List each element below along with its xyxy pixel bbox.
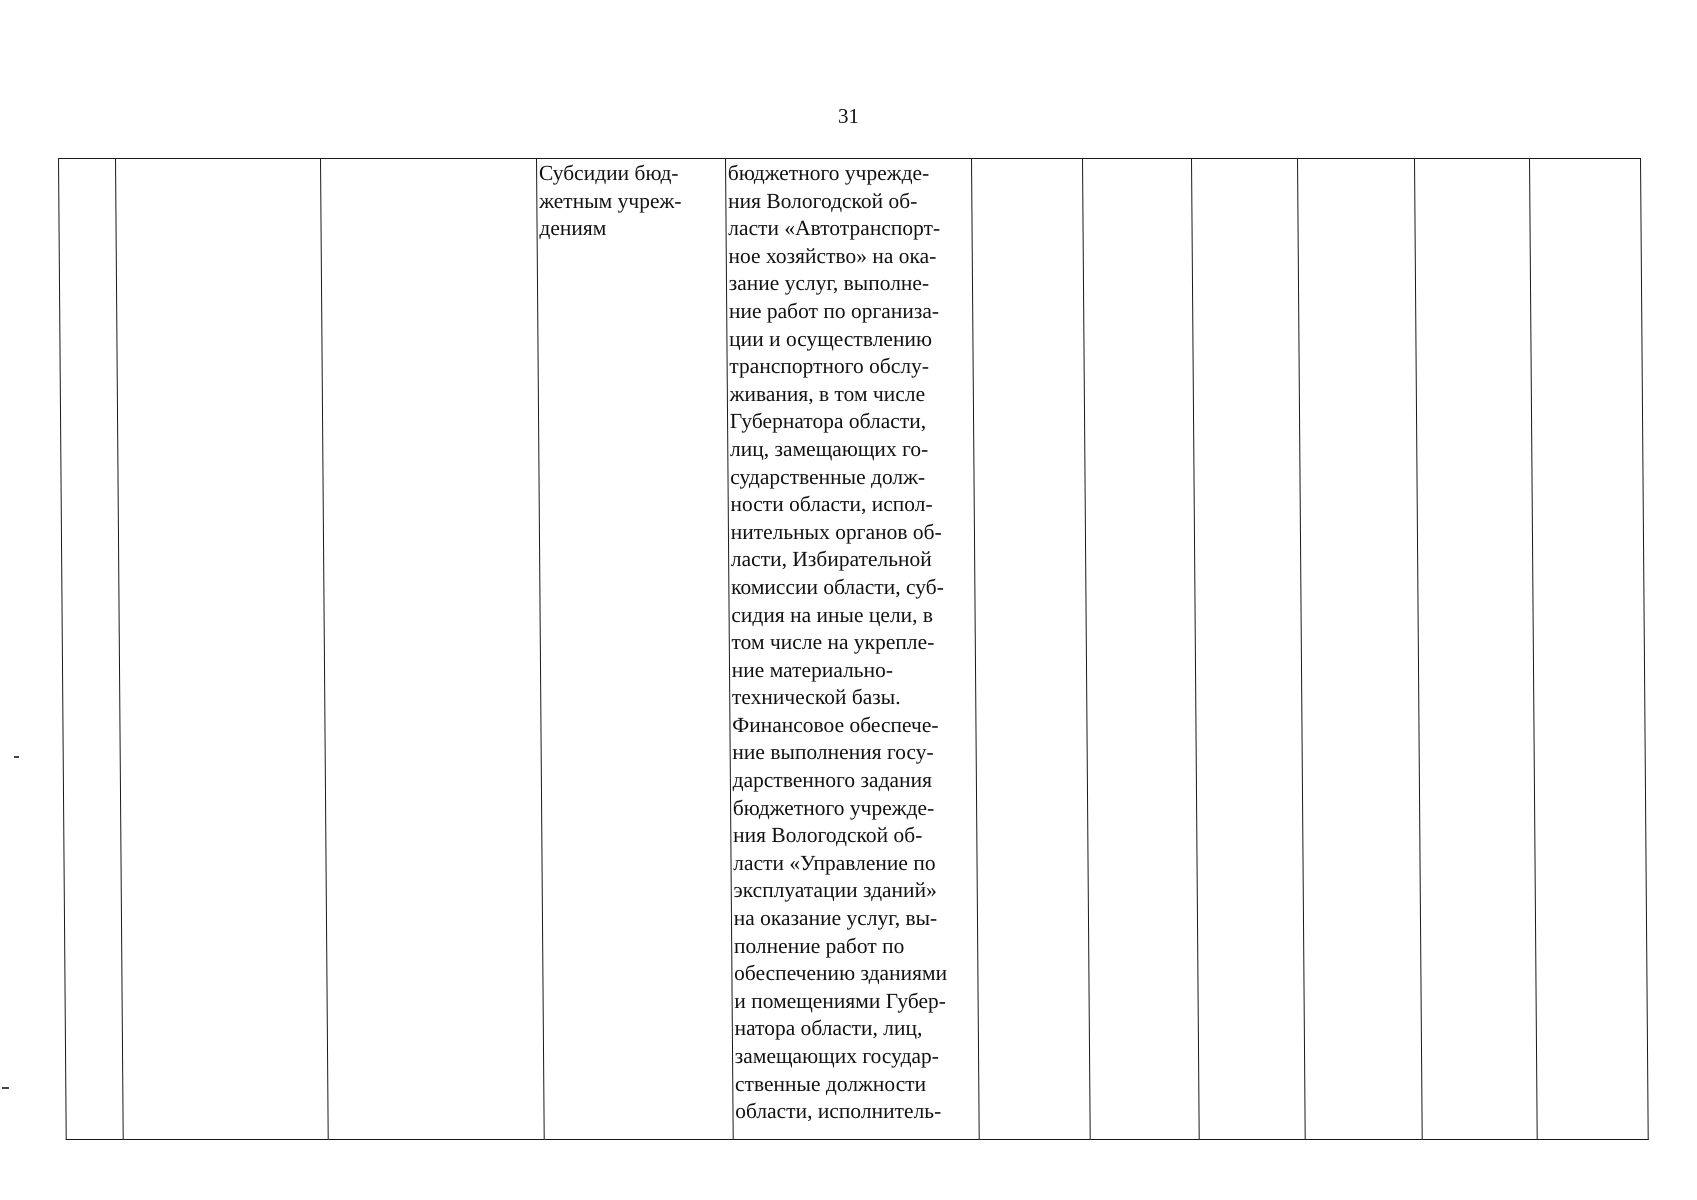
table-cell-col4 [536,159,733,1140]
text-line: ния Вологодской об- [732,823,923,848]
text-line: ласти, Избирательной [730,547,932,572]
table-cell-col9 [1298,159,1422,1140]
text-line: ции и осуществлению [729,326,933,351]
text-line: Финансовое обеспече- [732,712,939,737]
text-line: бюджетного учрежде- [732,795,935,820]
text-line: области, исполнитель- [735,1099,942,1124]
table-cell-col8 [1192,159,1306,1140]
subsidy-type-text [537,159,726,243]
text-line: полнение работ по [733,933,905,958]
table-cell-col11 [1529,159,1648,1140]
table-cell-col1 [59,159,123,1140]
text-line: ния Вологодской об- [727,188,918,213]
table-cell-col6 [972,159,1091,1140]
text-line: ние работ по организа- [728,298,940,323]
text-line: ние материально- [731,657,894,682]
table-cell-col2 [115,159,328,1140]
text-line: Субсидии бюд- [538,161,679,185]
text-line: транспортного обслу- [729,354,930,379]
text-line: жетным учреж- [539,188,682,213]
text-line: ное хозяйство» на ока- [728,243,937,268]
text-line: дарственного задания [732,768,933,793]
text-line: технической базы. [731,685,901,710]
budget-table [58,158,1649,1140]
text-line: эксплуатации зданий» [733,878,937,903]
text-line: обеспечению зданиями [734,961,948,986]
text-line: ласти «Автотранспорт- [728,216,941,241]
text-line: ние выполнения госу- [732,740,934,765]
text-line: живания, в том числе [729,381,926,406]
text-line: ности области, испол- [730,492,933,517]
text-line: зание услуг, выполне- [728,271,930,296]
page-number: 31 [838,104,859,128]
text-line: нительных органов об- [730,519,942,544]
text-line: и помещениями Губер- [734,988,946,1013]
text-line: сударственные долж- [730,464,926,489]
text-line: замещающих государ- [734,1044,940,1068]
text-line: ственные должности [734,1071,927,1096]
text-line: Губернатора области, [729,409,927,434]
table-cell-col7 [1083,159,1200,1140]
text-line: ласти «Управление по [733,850,936,875]
text-line: комиссии области, суб- [730,574,944,599]
text-line: натора области, лиц, [734,1016,923,1041]
table-cell-col10 [1414,159,1537,1140]
scan-speck [2,1087,9,1089]
scan-speck [14,756,19,758]
text-line: на оказание услуг, вы- [733,906,938,931]
text-line: сидия на иные цели, в [731,602,934,627]
subsidy-description-text [726,159,979,1126]
table-cell-col3 [320,159,544,1140]
table-cell-col5 [725,159,979,1140]
text-line: дениям [539,216,607,241]
table-row [59,159,1649,1140]
text-line: лиц, замещающих го- [729,436,929,461]
text-line: бюджетного учрежде- [727,161,930,185]
text-line: том числе на укрепле- [731,630,935,655]
